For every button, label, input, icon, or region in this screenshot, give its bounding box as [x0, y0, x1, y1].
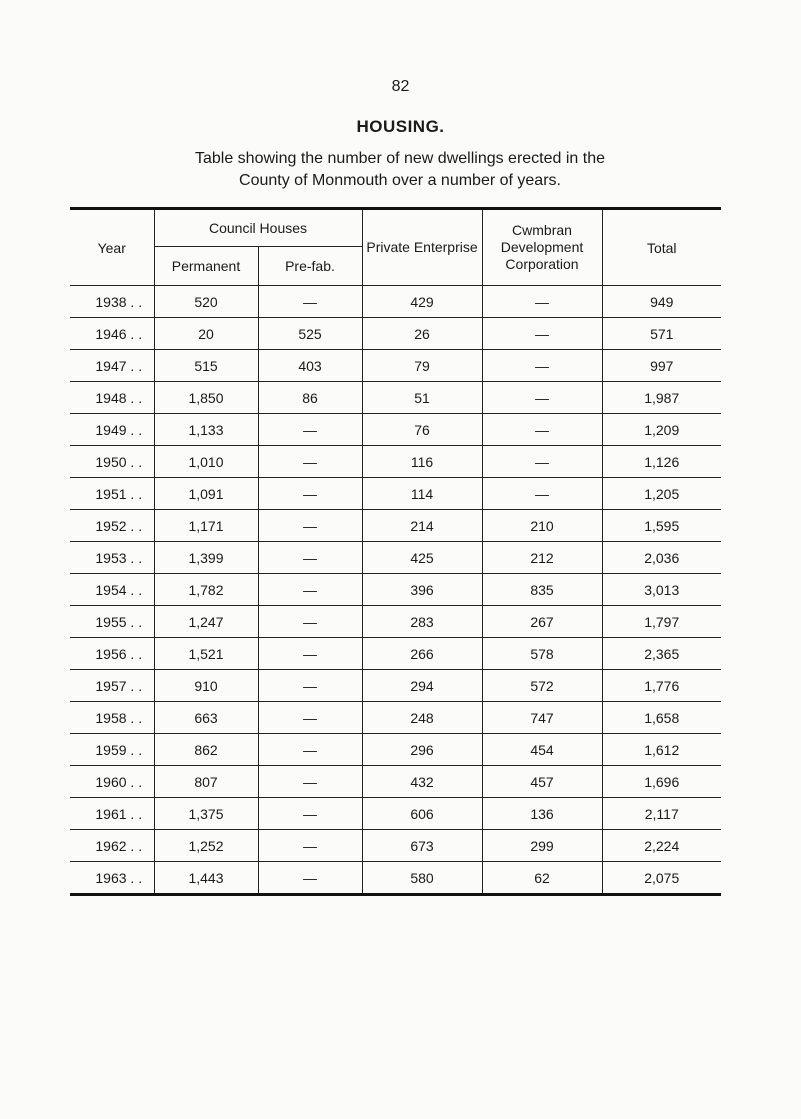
cell-total: 1,658	[602, 702, 721, 734]
cell-year: 1946 . .	[70, 318, 154, 350]
table-row	[70, 478, 721, 510]
cell-total: 2,117	[602, 798, 721, 830]
cell-private: 116	[362, 446, 482, 478]
cell-private: 76	[362, 414, 482, 446]
cell-total: 1,209	[602, 414, 721, 446]
table-row	[70, 382, 721, 414]
cell-year: 1962 . .	[70, 830, 154, 862]
cell-prefab: —	[258, 478, 362, 510]
cell-permanent: 1,399	[154, 542, 258, 574]
table-row	[70, 766, 721, 798]
cell-prefab: 403	[258, 350, 362, 382]
cell-prefab: —	[258, 638, 362, 670]
cell-permanent: 1,091	[154, 478, 258, 510]
table-row	[70, 574, 721, 606]
cell-private: 425	[362, 542, 482, 574]
cell-cwmbran: 267	[482, 606, 602, 638]
table-row	[70, 286, 721, 318]
table-row	[70, 734, 721, 766]
cell-permanent: 1,171	[154, 510, 258, 542]
cell-year: 1938 . .	[70, 286, 154, 318]
cell-private: 296	[362, 734, 482, 766]
cell-year: 1955 . .	[70, 606, 154, 638]
cell-year: 1957 . .	[70, 670, 154, 702]
cell-year: 1948 . .	[70, 382, 154, 414]
cell-private: 396	[362, 574, 482, 606]
cell-prefab: —	[258, 702, 362, 734]
cell-cwmbran: 835	[482, 574, 602, 606]
cell-cwmbran: —	[482, 446, 602, 478]
table-row	[70, 798, 721, 830]
table-row	[70, 830, 721, 862]
cell-year: 1947 . .	[70, 350, 154, 382]
cell-year: 1951 . .	[70, 478, 154, 510]
cell-total: 2,036	[602, 542, 721, 574]
cell-total: 1,595	[602, 510, 721, 542]
header-private-enterprise: Private Enterprise	[362, 209, 482, 286]
cell-prefab: —	[258, 862, 362, 895]
cell-cwmbran: 454	[482, 734, 602, 766]
cell-permanent: 807	[154, 766, 258, 798]
cell-total: 1,612	[602, 734, 721, 766]
cell-permanent: 663	[154, 702, 258, 734]
table-row	[70, 414, 721, 446]
table-row	[70, 510, 721, 542]
cell-total: 1,205	[602, 478, 721, 510]
cell-prefab: —	[258, 766, 362, 798]
cell-year: 1954 . .	[70, 574, 154, 606]
cell-private: 673	[362, 830, 482, 862]
header-prefab: Pre-fab.	[258, 247, 362, 286]
cell-permanent: 862	[154, 734, 258, 766]
cell-prefab: 525	[258, 318, 362, 350]
cell-private: 26	[362, 318, 482, 350]
table-row	[70, 702, 721, 734]
cell-permanent: 1,443	[154, 862, 258, 895]
cell-total: 571	[602, 318, 721, 350]
header-cwmbran: Cwmbran Development Corporation	[482, 209, 602, 286]
cell-year: 1959 . .	[70, 734, 154, 766]
cell-permanent: 1,850	[154, 382, 258, 414]
cell-prefab: 86	[258, 382, 362, 414]
cell-cwmbran: —	[482, 414, 602, 446]
cell-prefab: —	[258, 830, 362, 862]
cell-permanent: 1,010	[154, 446, 258, 478]
cell-private: 51	[362, 382, 482, 414]
table-row	[70, 446, 721, 478]
cell-prefab: —	[258, 510, 362, 542]
header-council-houses: Council Houses	[154, 209, 362, 247]
cell-total: 3,013	[602, 574, 721, 606]
cell-permanent: 1,782	[154, 574, 258, 606]
cell-year: 1956 . .	[70, 638, 154, 670]
cell-total: 2,365	[602, 638, 721, 670]
cell-total: 1,126	[602, 446, 721, 478]
cell-total: 997	[602, 350, 721, 382]
cell-year: 1961 . .	[70, 798, 154, 830]
cell-cwmbran: 572	[482, 670, 602, 702]
table-row	[70, 638, 721, 670]
cell-prefab: —	[258, 286, 362, 318]
cell-total: 1,797	[602, 606, 721, 638]
housing-table	[70, 207, 721, 896]
cell-prefab: —	[258, 798, 362, 830]
cell-private: 248	[362, 702, 482, 734]
cell-total: 1,696	[602, 766, 721, 798]
cell-private: 214	[362, 510, 482, 542]
cell-cwmbran: 136	[482, 798, 602, 830]
cell-cwmbran: —	[482, 382, 602, 414]
page-title: HOUSING.	[356, 117, 445, 136]
header-total: Total	[602, 209, 721, 286]
cell-permanent: 520	[154, 286, 258, 318]
cell-cwmbran: —	[482, 286, 602, 318]
cell-year: 1960 . .	[70, 766, 154, 798]
table-row	[70, 606, 721, 638]
cell-total: 1,776	[602, 670, 721, 702]
cell-cwmbran: —	[482, 318, 602, 350]
cell-year: 1950 . .	[70, 446, 154, 478]
cell-year: 1952 . .	[70, 510, 154, 542]
table-caption: Table showing the number of new dwellings erected in the County of Monmouth over a number of years.	[194, 150, 606, 189]
cell-prefab: —	[258, 574, 362, 606]
header-permanent: Permanent	[154, 247, 258, 286]
cell-cwmbran: 747	[482, 702, 602, 734]
cell-cwmbran: 210	[482, 510, 602, 542]
cell-private: 266	[362, 638, 482, 670]
cell-private: 432	[362, 766, 482, 798]
table-row	[70, 318, 721, 350]
cell-year: 1949 . .	[70, 414, 154, 446]
table-row	[70, 670, 721, 702]
cell-permanent: 1,252	[154, 830, 258, 862]
cell-prefab: —	[258, 734, 362, 766]
table-body	[70, 286, 721, 895]
cell-permanent: 1,133	[154, 414, 258, 446]
cell-private: 429	[362, 286, 482, 318]
cell-private: 114	[362, 478, 482, 510]
cell-total: 2,075	[602, 862, 721, 895]
page-number: 82	[391, 78, 410, 95]
cell-cwmbran: —	[482, 350, 602, 382]
cell-prefab: —	[258, 670, 362, 702]
cell-total: 2,224	[602, 830, 721, 862]
cell-prefab: —	[258, 446, 362, 478]
table-row	[70, 350, 721, 382]
cell-prefab: —	[258, 606, 362, 638]
cell-permanent: 20	[154, 318, 258, 350]
cell-permanent: 1,521	[154, 638, 258, 670]
header-year: Year	[70, 209, 154, 286]
table-row	[70, 542, 721, 574]
cell-private: 79	[362, 350, 482, 382]
cell-cwmbran: 62	[482, 862, 602, 895]
cell-cwmbran: 299	[482, 830, 602, 862]
cell-prefab: —	[258, 542, 362, 574]
cell-permanent: 910	[154, 670, 258, 702]
cell-private: 580	[362, 862, 482, 895]
cell-prefab: —	[258, 414, 362, 446]
cell-permanent: 1,375	[154, 798, 258, 830]
cell-year: 1963 . .	[70, 862, 154, 895]
cell-private: 283	[362, 606, 482, 638]
cell-private: 606	[362, 798, 482, 830]
cell-cwmbran: 457	[482, 766, 602, 798]
cell-permanent: 515	[154, 350, 258, 382]
cell-private: 294	[362, 670, 482, 702]
cell-total: 949	[602, 286, 721, 318]
cell-total: 1,987	[602, 382, 721, 414]
cell-cwmbran: 578	[482, 638, 602, 670]
cell-year: 1953 . .	[70, 542, 154, 574]
cell-permanent: 1,247	[154, 606, 258, 638]
cell-cwmbran: 212	[482, 542, 602, 574]
cell-cwmbran: —	[482, 478, 602, 510]
cell-year: 1958 . .	[70, 702, 154, 734]
table-row	[70, 862, 721, 895]
